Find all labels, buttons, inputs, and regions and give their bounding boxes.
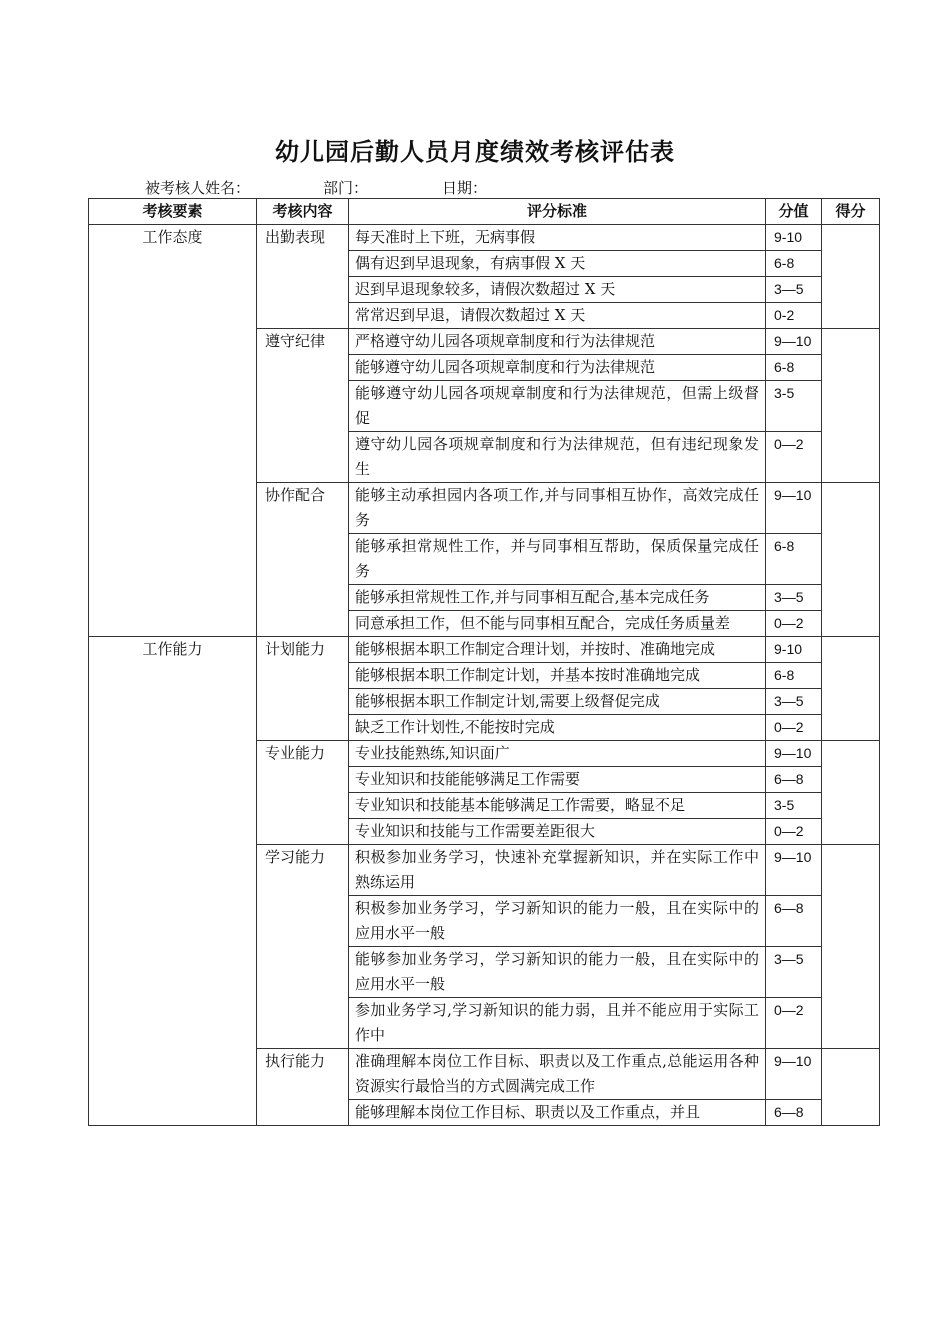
score-range-cell: 0—2 [766, 998, 822, 1049]
score-input-cell[interactable] [822, 225, 880, 329]
category-cell: 工作态度 [89, 225, 257, 637]
table-body [89, 225, 880, 1126]
score-range-cell: 9—10 [766, 845, 822, 896]
criterion-cell: 积极参加业务学习，学习新知识的能力一般，且在实际中的应用水平一般 [349, 896, 766, 947]
criterion-cell: 能够根据本职工作制定计划，并基本按时准确地完成 [349, 663, 766, 689]
dept-label: 部门： [323, 179, 369, 197]
score-range-cell: 0-2 [766, 303, 822, 329]
score-range-cell: 3—5 [766, 277, 822, 303]
criterion-cell: 缺乏工作计划性,不能按时完成 [349, 715, 766, 741]
header-element: 考核要素 [89, 199, 257, 225]
score-range-cell: 9—10 [766, 1049, 822, 1100]
header-content: 考核内容 [257, 199, 349, 225]
criterion-cell: 能够主动承担园内各项工作,并与同事相互协作，高效完成任务 [349, 483, 766, 534]
content-item-cell: 执行能力 [257, 1049, 349, 1126]
criterion-cell: 严格遵守幼儿园各项规章制度和行为法律规范 [349, 329, 766, 355]
score-range-cell: 6—8 [766, 767, 822, 793]
category-cell: 工作能力 [89, 637, 257, 1126]
score-range-cell: 0—2 [766, 819, 822, 845]
score-range-cell: 9-10 [766, 637, 822, 663]
criterion-cell: 专业知识和技能基本能够满足工作需要，略显不足 [349, 793, 766, 819]
criterion-cell: 专业技能熟练,知识面广 [349, 741, 766, 767]
score-range-cell: 3—5 [766, 585, 822, 611]
criterion-cell: 积极参加业务学习，快速补充掌握新知识，并在实际工作中熟练运用 [349, 845, 766, 896]
criterion-cell: 能够参加业务学习，学习新知识的能力一般，且在实际中的应用水平一般 [349, 947, 766, 998]
score-range-cell: 0—2 [766, 611, 822, 637]
score-range-cell: 9—10 [766, 741, 822, 767]
criterion-cell: 能够根据本职工作制定计划,需要上级督促完成 [349, 689, 766, 715]
score-range-cell: 0—2 [766, 715, 822, 741]
score-range-cell: 0—2 [766, 432, 822, 483]
score-range-cell: 3—5 [766, 689, 822, 715]
criterion-cell: 遵守幼儿园各项规章制度和行为法律规范，但有违纪现象发生 [349, 432, 766, 483]
content-item-cell: 出勤表现 [257, 225, 349, 329]
score-input-cell[interactable] [822, 329, 880, 483]
score-range-cell: 9—10 [766, 483, 822, 534]
criterion-cell: 常常迟到早退，请假次数超过 X 天 [349, 303, 766, 329]
content-item-cell: 学习能力 [257, 845, 349, 1049]
header-score: 得分 [822, 199, 880, 225]
header-criteria: 评分标准 [349, 199, 766, 225]
date-label: 日期： [442, 179, 488, 197]
score-range-cell: 9—10 [766, 329, 822, 355]
score-input-cell[interactable] [822, 483, 880, 637]
score-range-cell: 3-5 [766, 793, 822, 819]
score-range-cell: 9-10 [766, 225, 822, 251]
header-row [89, 199, 880, 225]
criterion-cell: 准确理解本岗位工作目标、职责以及工作重点,总能运用各种资源实行最恰当的方式圆满完成工作 [349, 1049, 766, 1100]
score-range-cell: 3—5 [766, 947, 822, 998]
criterion-cell: 每天准时上下班，无病事假 [349, 225, 766, 251]
criterion-cell: 偶有迟到早退现象，有病事假 X 天 [349, 251, 766, 277]
criterion-cell: 参加业务学习,学习新知识的能力弱，且并不能应用于实际工作中 [349, 998, 766, 1049]
criterion-cell: 同意承担工作，但不能与同事相互配合，完成任务质量差 [349, 611, 766, 637]
content-item-cell: 遵守纪律 [257, 329, 349, 483]
page-title: 幼儿园后勤人员月度绩效考核评估表 [275, 138, 675, 166]
header-score-range: 分值 [766, 199, 822, 225]
score-input-cell[interactable] [822, 741, 880, 845]
score-range-cell: 6-8 [766, 251, 822, 277]
criterion-cell: 能够承担常规性工作,并与同事相互配合,基本完成任务 [349, 585, 766, 611]
criterion-cell: 能够承担常规性工作，并与同事相互帮助，保质保量完成任务 [349, 534, 766, 585]
score-range-cell: 3-5 [766, 381, 822, 432]
table-row [89, 637, 880, 663]
score-range-cell: 6-8 [766, 663, 822, 689]
score-range-cell: 6-8 [766, 355, 822, 381]
content-item-cell: 计划能力 [257, 637, 349, 741]
score-range-cell: 6-8 [766, 534, 822, 585]
criterion-cell: 迟到早退现象较多，请假次数超过 X 天 [349, 277, 766, 303]
score-input-cell[interactable] [822, 845, 880, 1049]
score-range-cell: 6—8 [766, 1100, 822, 1126]
criterion-cell: 能够遵守幼儿园各项规章制度和行为法律规范 [349, 355, 766, 381]
criterion-cell: 能够根据本职工作制定合理计划，并按时、准确地完成 [349, 637, 766, 663]
content-item-cell: 专业能力 [257, 741, 349, 845]
content-item-cell: 协作配合 [257, 483, 349, 637]
score-input-cell[interactable] [822, 1049, 880, 1126]
table-row [89, 225, 880, 251]
score-input-cell[interactable] [822, 637, 880, 741]
criterion-cell: 能够遵守幼儿园各项规章制度和行为法律规范，但需上级督促 [349, 381, 766, 432]
evaluation-table [88, 198, 880, 1126]
score-range-cell: 6—8 [766, 896, 822, 947]
name-label: 被考核人姓名： [145, 179, 251, 197]
criterion-cell: 专业知识和技能能够满足工作需要 [349, 767, 766, 793]
criterion-cell: 能够理解本岗位工作目标、职责以及工作重点，并且 [349, 1100, 766, 1126]
criterion-cell: 专业知识和技能与工作需要差距很大 [349, 819, 766, 845]
